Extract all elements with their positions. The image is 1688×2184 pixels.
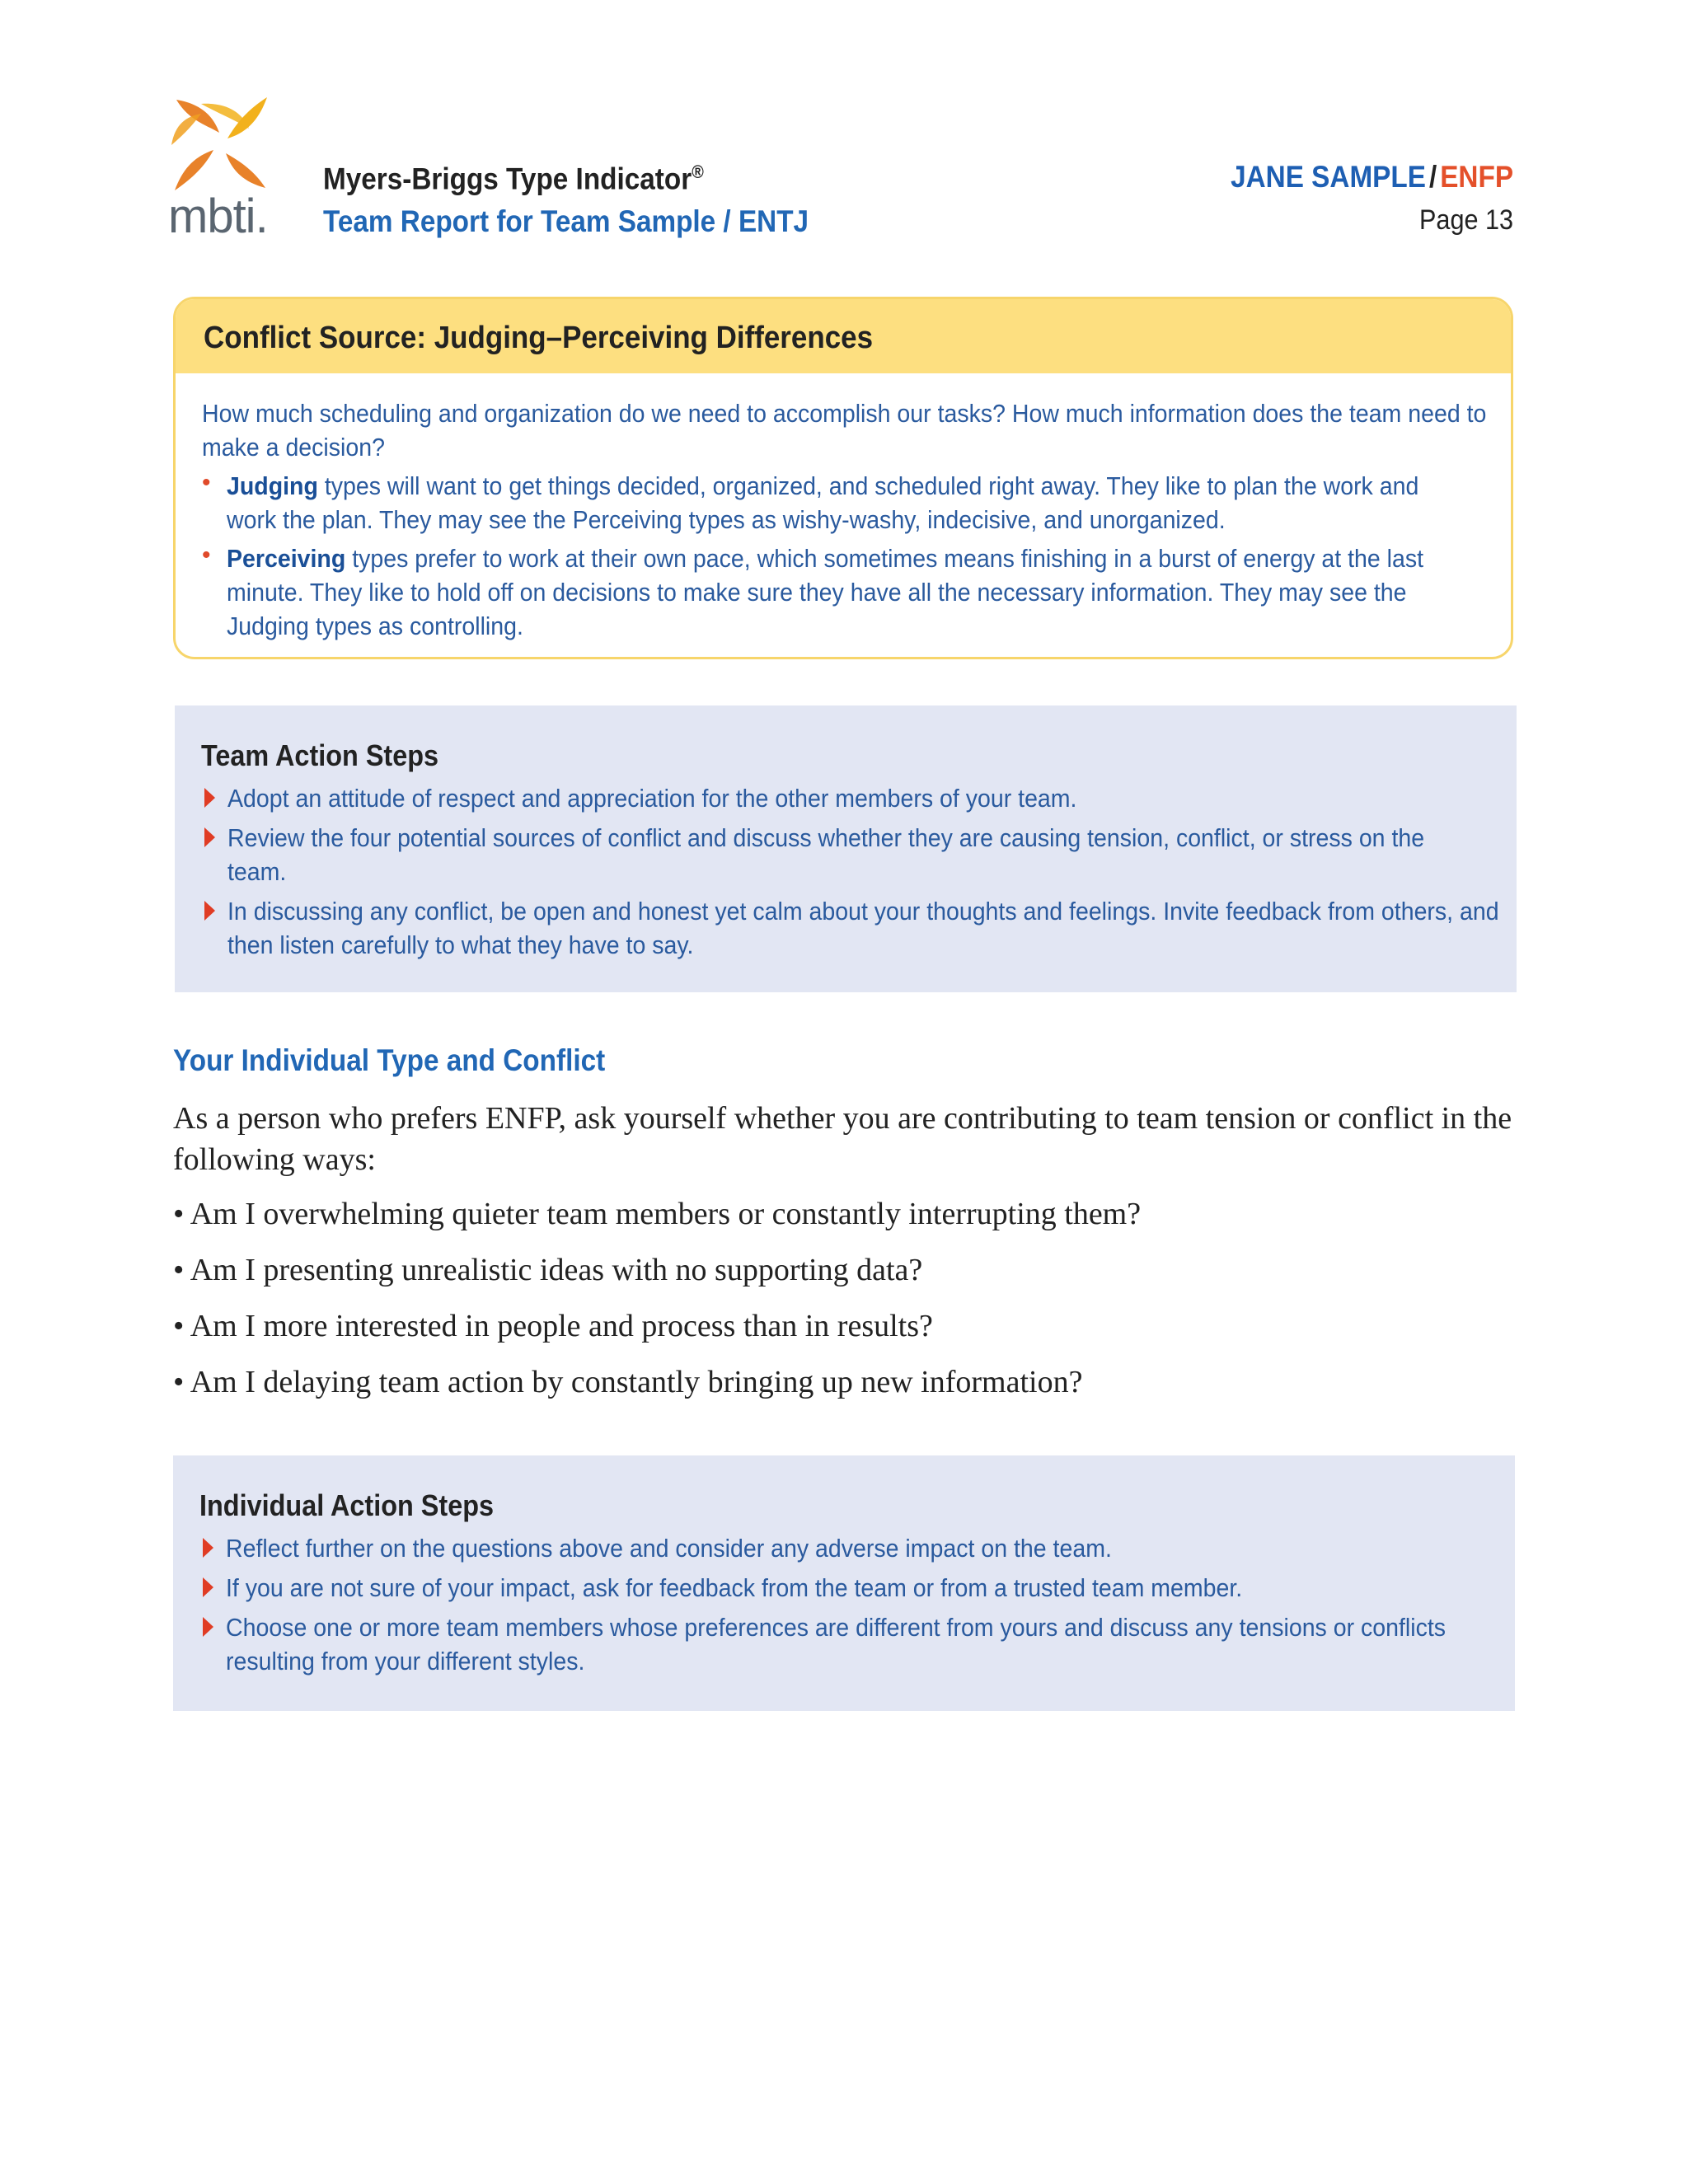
page-number: Page 13 bbox=[1418, 204, 1513, 236]
individual-step: Reflect further on the questions above and consider any adverse impact on the team. bbox=[199, 1531, 1489, 1565]
bullet-icon: • bbox=[202, 469, 211, 496]
header-right bbox=[1231, 160, 1513, 237]
logo-text: mbti. bbox=[168, 190, 268, 243]
team-step: Adopt an attitude of respect and appreciation for the other members of your team. bbox=[201, 781, 1490, 815]
arrow-right-icon bbox=[204, 788, 215, 808]
bullet-icon: • bbox=[202, 541, 211, 569]
report-title: Myers-Briggs Type Indicator® bbox=[323, 162, 704, 196]
bullet-term: Judging bbox=[227, 471, 318, 500]
question-item: • Am I delaying team action by constantly bringing up new information? bbox=[173, 1365, 1083, 1399]
team-step: Review the four potential sources of conflict and discuss whether they are causing tension, conflict, or stress on the team. bbox=[201, 821, 1490, 888]
team-action-steps-box bbox=[175, 705, 1517, 992]
bullet-text: types prefer to work at their own pace, which sometimes means finishing in a burst of energy at the last minute. They like to hold off on decisions to make sure they have all the necessary information. They may see the Judging types as controlling. bbox=[227, 544, 1424, 640]
individual-action-steps-title: Individual Action Steps bbox=[199, 1488, 495, 1522]
question-item: • Am I more interested in people and process than in results? bbox=[173, 1309, 933, 1343]
bullet-term: Perceiving bbox=[227, 544, 346, 573]
mbti-star-icon bbox=[168, 96, 275, 194]
conflict-intro: How much scheduling and organization do we need to accomplish our tasks? How much information does the team need to make a decision? bbox=[202, 399, 1487, 462]
conflict-source-title: Conflict Source: Judging–Perceiving Differences bbox=[204, 321, 874, 355]
person-name: JANE SAMPLE bbox=[1231, 160, 1426, 194]
individual-intro: As a person who prefers ENFP, ask yourself whether you are contributing to team tension or conflict in the following ways: bbox=[173, 1101, 1512, 1177]
conflict-bullet-perceiving bbox=[202, 541, 1483, 643]
separator: / bbox=[1428, 160, 1437, 194]
arrow-right-icon bbox=[204, 901, 215, 921]
person-type: ENFP bbox=[1440, 160, 1513, 194]
team-step: In discussing any conflict, be open and honest yet calm about your thoughts and feelings. Invite feedback from others, and then listen carefully to what they have to say. bbox=[201, 894, 1490, 962]
conflict-source-body bbox=[176, 373, 1511, 643]
individual-step: If you are not sure of your impact, ask for feedback from the team or from a trusted team member. bbox=[199, 1571, 1489, 1605]
conflict-bullet-judging bbox=[202, 469, 1483, 537]
arrow-right-icon bbox=[203, 1577, 213, 1597]
person-line bbox=[1231, 160, 1513, 194]
report-subtitle: Team Report for Team Sample / ENTJ bbox=[323, 204, 809, 238]
arrow-right-icon bbox=[203, 1538, 213, 1558]
question-item: • Am I overwhelming quieter team members or constantly interrupting them? bbox=[173, 1197, 1142, 1231]
question-item: • Am I presenting unrealistic ideas with no supporting data? bbox=[173, 1253, 923, 1287]
bullet-text: types will want to get things decided, organized, and scheduled right away. They like to plan the work and work the plan. They may see the Perceiving types as wishy-washy, indecisive, and unorganized. bbox=[227, 471, 1419, 534]
arrow-right-icon bbox=[204, 827, 215, 847]
individual-step: Choose one or more team members whose preferences are different from yours and discuss any tensions or conflicts resulting from your different styles. bbox=[199, 1610, 1489, 1678]
mbti-logo bbox=[168, 96, 292, 244]
conflict-source-box bbox=[173, 297, 1513, 659]
registered-mark: ® bbox=[692, 162, 704, 182]
conflict-source-header bbox=[176, 299, 1511, 373]
team-action-steps-title: Team Action Steps bbox=[201, 738, 439, 772]
individual-action-steps-box bbox=[173, 1455, 1515, 1711]
individual-heading: Your Individual Type and Conflict bbox=[173, 1043, 606, 1077]
arrow-right-icon bbox=[203, 1617, 213, 1637]
